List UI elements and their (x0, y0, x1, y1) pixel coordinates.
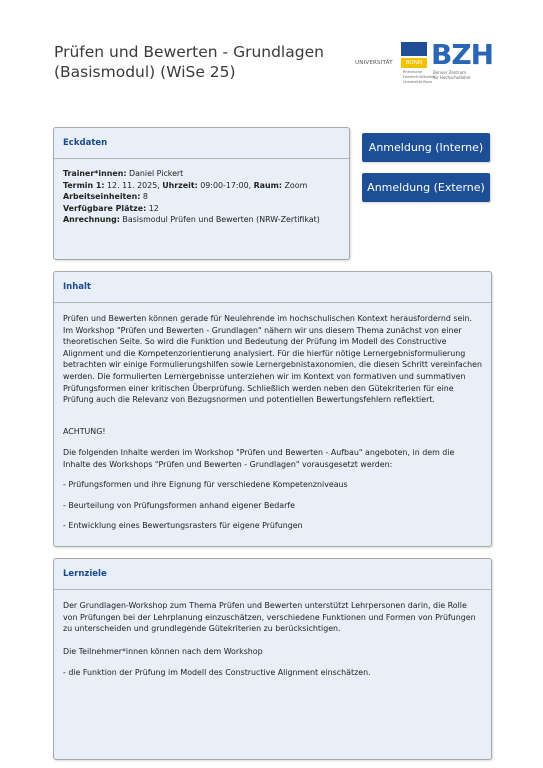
anrechnung-label: Anrechnung: (63, 215, 120, 225)
termin-label: Termin 1: (63, 180, 105, 190)
arbeitseinheiten-row (63, 191, 340, 203)
eckdaten-heading: Eckdaten (54, 128, 349, 159)
uhrzeit-label: Uhrzeit: (162, 180, 198, 190)
eckdaten-panel (53, 127, 350, 260)
aufbau-note: Die folgenden Inhalte werden im Workshop "Prüfen und Bewerten - Aufbau" angeboten, in dem die Inhalte des Workshops "Prüfen und Bewerten - Grundlagen" vorausgesetzt werden: (63, 447, 455, 469)
lernziele-intro: Die Teilnehmer*innen können nach dem Workshop (63, 647, 263, 657)
logo-bonn-text: BONN (401, 58, 427, 68)
anrechnung-row (63, 214, 340, 226)
arbeitseinheiten-label: Arbeitseinheiten: (63, 192, 141, 202)
plaetze-row (63, 203, 340, 215)
anmeldung-externe-button[interactable]: Anmeldung (Externe) (362, 173, 490, 202)
trainer-label: Trainer*innen: (63, 169, 127, 178)
termin-date: 12. 11. 2025, (104, 180, 163, 190)
logo-university-subtitle: Rheinische Friedrich-Wilhelms- Universität Bonn (403, 70, 437, 84)
lernziele-paragraph: Der Grundlagen-Workshop zum Thema Prüfen und Bewerten unterstützt Lehrpersonen darin, die Rolle von Prüfungen bei der Lehrplanung einzuschätzen, verschiedene Funktionen und Formen von Prüfungen zu unterscheiden und grundlegende Gütekriterien zu berücksichtigen. (63, 601, 476, 634)
inhalt-list-item: - Prüfungsformen und ihre Eignung für verschiedene Kompetenzniveaus (63, 480, 348, 490)
achtung-text: ACHTUNG! (63, 427, 106, 437)
termin-row (63, 180, 340, 192)
logo-bzh-text: BZH (431, 38, 494, 71)
inhalt-list-item: - Entwicklung eines Bewertungsrasters für eigene Prüfungen (63, 521, 303, 531)
lernziele-list-item: - die Funktion der Prüfung im Modell des Constructive Alignment einschätzen. (63, 667, 371, 677)
uhrzeit-value: 09:00-17:00, (197, 180, 254, 190)
raum-value: Zoom (282, 180, 308, 190)
page-title: Prüfen und Bewerten - Grundlagen (Basismodul) (WiSe 25) (54, 43, 324, 81)
anmeldung-interne-button[interactable]: Anmeldung (Interne) (362, 133, 490, 162)
inhalt-panel (53, 271, 492, 547)
anrechnung-value: Basismodul Prüfen und Bewerten (NRW-Zertifikat) (119, 215, 320, 225)
plaetze-value: 12 (146, 203, 159, 213)
lernziele-panel (53, 558, 492, 760)
logo-university-text: UNIVERSITÄT (355, 60, 393, 66)
raum-label: Raum: (253, 180, 283, 190)
trainer-row (63, 168, 340, 180)
logo-bar-shape (401, 42, 427, 56)
trainer-value: Daniel Pickert (126, 169, 184, 178)
inhalt-list-item: - Beurteilung von Prüfungsformen anhand eigener Bedarfe (63, 500, 295, 510)
logo (355, 40, 495, 92)
arbeitseinheiten-value: 8 (140, 192, 148, 202)
logo-bzh-subtitle: Bonner Zentrum für Hochschullehre (433, 70, 471, 80)
inhalt-heading: Inhalt (54, 272, 491, 303)
lernziele-heading: Lernziele (54, 559, 491, 590)
inhalt-paragraph: Prüfen und Bewerten können gerade für Neulehrende im hochschulischen Kontext herausfordernd sein. Im Workshop "Prüfen und Bewerten - Grundlagen" nähern wir uns diesem Thema zunächst von einer theoretischen Seite. So wird die Funktion und Bedeutung der Prüfung im Modell des Constructive Alignment und die Kompetenzorientierung analysiert. Für die hierfür nötige Lernergebnisformulierung betrachten wir einige Formulierungshilfen sowie Lernergebnistaxonomien, die diesen Schritt vereinfachen werden. Die formulierten Lernergebnisse unterziehen wir im Kontext von formativen und summativen Prüfungsformen einer kritischen Überprüfung. Schließlich werden neben den Gütekriterien für eine Prüfung auch die Relevanz von Bezugsnormen und potentiellen Bewertungsfehlern reflektiert. (63, 314, 482, 405)
plaetze-label: Verfügbare Plätze: (63, 203, 147, 213)
